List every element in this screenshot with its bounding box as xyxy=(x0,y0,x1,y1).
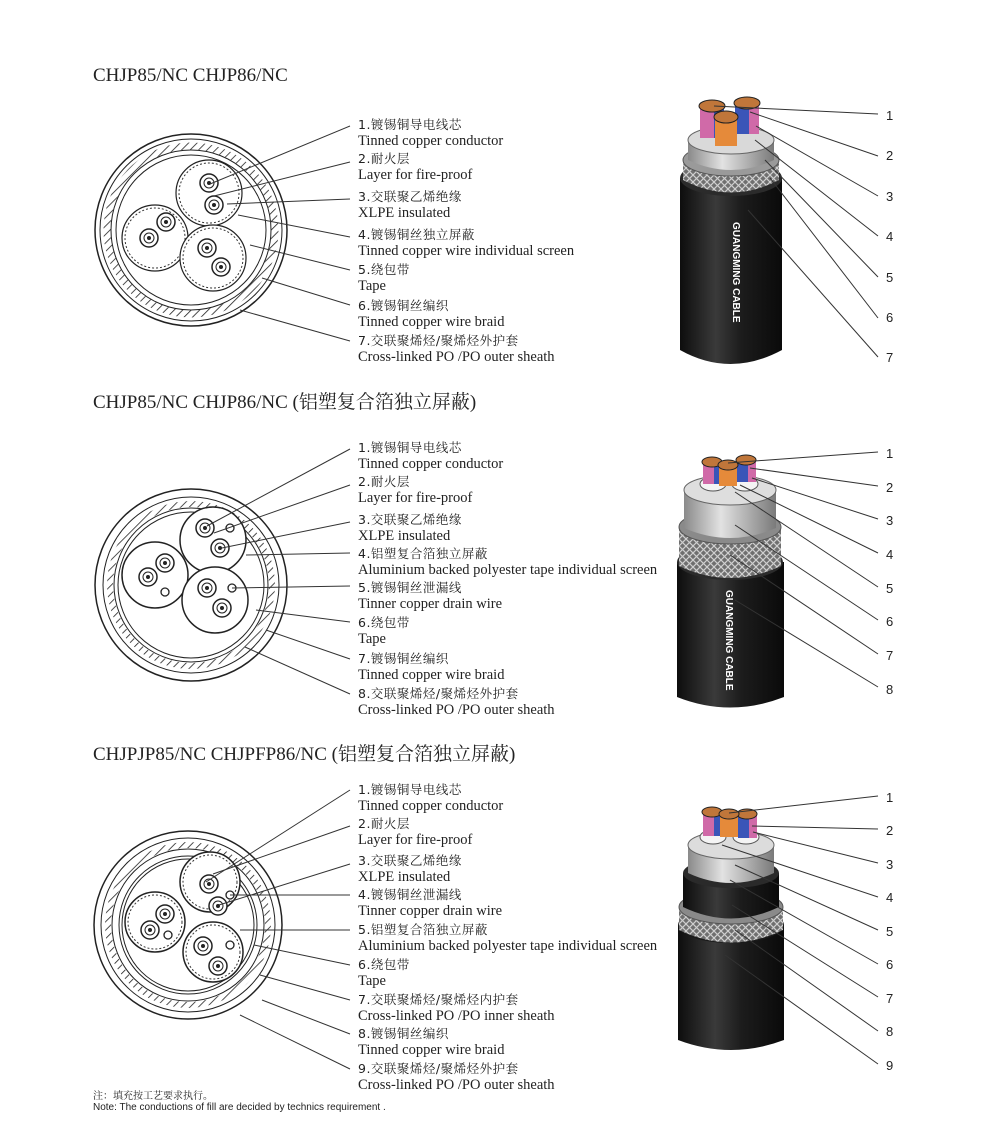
callout-number: 1 xyxy=(886,790,894,805)
callout-number: 4 xyxy=(886,890,894,905)
label-3: 3.交联聚乙烯绝缘 XLPE insulated xyxy=(358,853,462,885)
label-4: 4.镀锡铜丝泄漏线 Tinner copper drain wire xyxy=(358,887,503,919)
label-3: 3.交联聚乙烯绝缘 XLPE insulated xyxy=(358,189,462,221)
label-8: 8.镀锡铜丝编织 Tinned copper wire braid xyxy=(358,1026,505,1058)
callout-number: 7 xyxy=(886,648,894,663)
callout-number: 6 xyxy=(886,310,894,325)
cable-illustration-2 xyxy=(677,452,878,708)
label-7: 7.交联聚烯烃/聚烯烃外护套 Cross-linked PO /PO outer sheath xyxy=(358,333,555,365)
label-2: 2.耐火层 Layer for fire-proof xyxy=(358,474,473,506)
label-4: 4.镀锡铜丝独立屏蔽 Tinned copper wire individual screen xyxy=(358,227,575,259)
label-1: 1.镀锡铜导电线芯 Tinned copper conductor xyxy=(358,117,504,149)
callout-number: 9 xyxy=(886,1058,894,1073)
label-3: 3.交联聚乙烯绝缘 XLPE insulated xyxy=(358,512,462,544)
cable-illustration-3 xyxy=(678,796,878,1064)
callout-number: 5 xyxy=(886,270,894,285)
callout-number: 2 xyxy=(886,480,894,495)
callout-number: 8 xyxy=(886,682,894,697)
callout-number: 5 xyxy=(886,924,894,939)
callout-number: 1 xyxy=(886,108,894,123)
label-2: 2.耐火层 Layer for fire-proof xyxy=(358,816,473,848)
callout-number: 6 xyxy=(886,614,894,629)
label-1: 1.镀锡铜导电线芯 Tinned copper conductor xyxy=(358,440,504,472)
section-2-title: CHJP85/NC CHJP86/NC (铝塑复合箔独立屏蔽) xyxy=(93,392,477,413)
section-1-title: CHJP85/NC CHJP86/NC xyxy=(93,65,288,86)
cable-brand-2: GUANGMING CABLE xyxy=(723,590,734,691)
callout-number: 7 xyxy=(886,991,894,1006)
note-en: Note: The conductions of fill are decided by technics requirement . xyxy=(93,1102,386,1113)
cable-illustration-1 xyxy=(680,97,878,364)
label-1: 1.镀锡铜导电线芯 Tinned copper conductor xyxy=(358,782,504,814)
cross-section-3 xyxy=(94,790,350,1069)
callout-number: 5 xyxy=(886,581,894,596)
callout-number: 4 xyxy=(886,229,894,244)
callout-number: 6 xyxy=(886,957,894,972)
label-7: 7.交联聚烯烃/聚烯烃内护套 Cross-linked PO /PO inner sheath xyxy=(358,992,555,1024)
cable-brand-1: GUANGMING CABLE xyxy=(730,222,741,323)
cross-section-2 xyxy=(95,449,350,694)
callout-number: 2 xyxy=(886,148,894,163)
label-8: 8.交联聚烯烃/聚烯烃外护套 Cross-linked PO /PO outer sheath xyxy=(358,686,555,718)
callout-number: 3 xyxy=(886,189,894,204)
label-2: 2.耐火层 Layer for fire-proof xyxy=(358,151,473,183)
label-6: 6.绕包带 Tape xyxy=(358,615,410,647)
callout-number: 7 xyxy=(886,350,894,365)
label-6: 6.绕包带 Tape xyxy=(358,957,410,989)
callout-number: 8 xyxy=(886,1024,894,1039)
section-3-title: CHJPJP85/NC CHJPFP86/NC (铝塑复合箔独立屏蔽) xyxy=(93,744,516,765)
callout-number: 3 xyxy=(886,857,894,872)
callout-number: 4 xyxy=(886,547,894,562)
cross-section-1 xyxy=(95,126,350,341)
label-9: 9.交联聚烯烃/聚烯烃外护套 Cross-linked PO /PO outer sheath xyxy=(358,1061,555,1093)
label-6: 6.镀锡铜丝编织 Tinned copper wire braid xyxy=(358,298,505,330)
note-cn: 注：填充按工艺要求执行。 xyxy=(93,1091,213,1102)
label-5: 5.镀锡铜丝泄漏线 Tinner copper drain wire xyxy=(358,580,503,612)
label-7: 7.镀锡铜丝编织 Tinned copper wire braid xyxy=(358,651,505,683)
callout-number: 3 xyxy=(886,513,894,528)
callout-number: 2 xyxy=(886,823,894,838)
label-5: 5.铝塑复合箔独立屏蔽 Aluminium backed polyester tape individual screen xyxy=(358,922,658,954)
label-5: 5.绕包带 Tape xyxy=(358,262,410,294)
label-4: 4.铝塑复合箔独立屏蔽 Aluminium backed polyester tape individual screen xyxy=(358,546,658,578)
callout-number: 1 xyxy=(886,446,894,461)
